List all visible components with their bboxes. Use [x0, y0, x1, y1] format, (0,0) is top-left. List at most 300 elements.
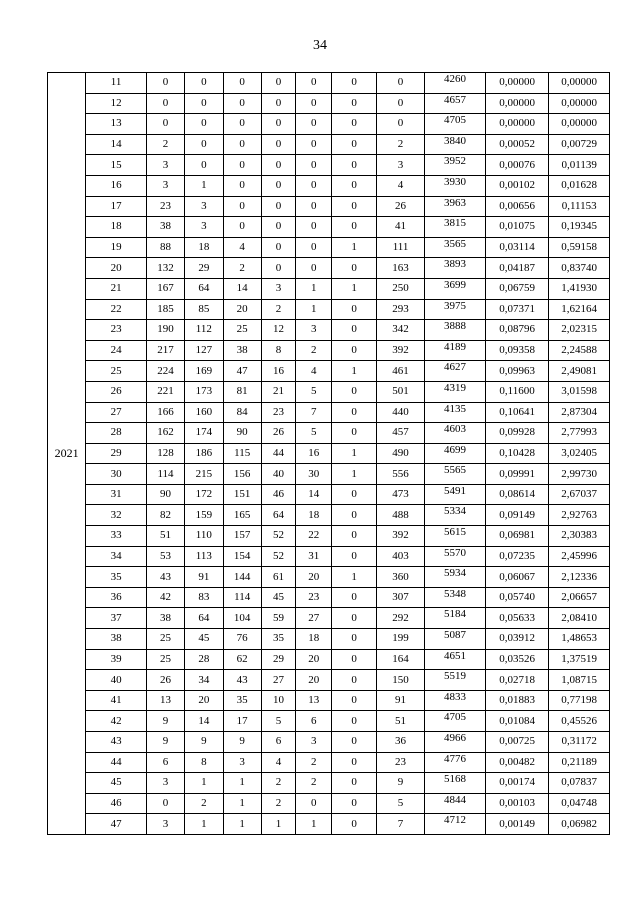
- table-row: [48, 732, 610, 753]
- table-cell: 0,06759: [485, 278, 549, 299]
- table-cell: 3952: [425, 155, 486, 176]
- table-cell: 0,00174: [485, 773, 549, 794]
- table-cell: 3: [223, 752, 261, 773]
- table-cell: 18: [296, 505, 332, 526]
- table-cell: 34: [185, 670, 223, 691]
- table-cell: 0: [223, 93, 261, 114]
- table-cell: 3: [296, 320, 332, 341]
- table-cell: 4319: [425, 381, 486, 402]
- table-cell: 38: [146, 217, 184, 238]
- table-cell: 20: [296, 567, 332, 588]
- table-cell: 0: [332, 73, 376, 94]
- table-cell: 35: [261, 629, 295, 650]
- table-row: [48, 73, 610, 94]
- table-cell: 5168: [425, 773, 486, 794]
- table-cell: 0,00052: [485, 134, 549, 155]
- table-cell: 11: [86, 73, 147, 94]
- table-cell: 128: [146, 443, 184, 464]
- table-row: [48, 423, 610, 444]
- table-cell: 151: [223, 484, 261, 505]
- table-cell: 0,07837: [549, 773, 610, 794]
- table-cell: 22: [296, 526, 332, 547]
- table-cell: 26: [86, 381, 147, 402]
- table-cell: 24: [86, 340, 147, 361]
- table-cell: 0,09928: [485, 423, 549, 444]
- table-cell: 12: [261, 320, 295, 341]
- table-cell: 0: [332, 258, 376, 279]
- table-cell: 0: [223, 73, 261, 94]
- table-row: [48, 670, 610, 691]
- table-cell: 0: [296, 258, 332, 279]
- table-cell: 38: [146, 608, 184, 629]
- table-cell: 76: [223, 629, 261, 650]
- table-cell: 3: [376, 155, 424, 176]
- table-cell: 0: [146, 114, 184, 135]
- table-cell: 1,37519: [549, 649, 610, 670]
- table-cell: 4: [261, 752, 295, 773]
- table-cell: 159: [185, 505, 223, 526]
- table-cell: 0: [332, 340, 376, 361]
- table-cell: 3: [296, 732, 332, 753]
- table-cell: 64: [185, 278, 223, 299]
- table-cell: 5491: [425, 484, 486, 505]
- table-cell: 2: [146, 134, 184, 155]
- table-cell: 23: [261, 402, 295, 423]
- table-cell: 1: [332, 237, 376, 258]
- table-cell: 25: [146, 649, 184, 670]
- table-cell: 2,45996: [549, 546, 610, 567]
- table-cell: 0,07371: [485, 299, 549, 320]
- table-cell: 0: [146, 793, 184, 814]
- table-cell: 25: [86, 361, 147, 382]
- table-cell: 1: [332, 361, 376, 382]
- table-cell: 164: [376, 649, 424, 670]
- table-cell: 0,06067: [485, 567, 549, 588]
- table-cell: 0,05633: [485, 608, 549, 629]
- table-row: [48, 340, 610, 361]
- table-cell: 0,00000: [549, 73, 610, 94]
- table-cell: 0: [296, 73, 332, 94]
- table-cell: 47: [86, 814, 147, 835]
- table-cell: 0: [332, 670, 376, 691]
- table-cell: 0,21189: [549, 752, 610, 773]
- table-cell: 15: [86, 155, 147, 176]
- table-cell: 0,09149: [485, 505, 549, 526]
- table-cell: 0,01139: [549, 155, 610, 176]
- table-cell: 13: [86, 114, 147, 135]
- table-row: [48, 217, 610, 238]
- table-cell: 13: [296, 690, 332, 711]
- table-cell: 23: [296, 587, 332, 608]
- table-cell: 0,11153: [549, 196, 610, 217]
- table-cell: 32: [86, 505, 147, 526]
- table-cell: 110: [185, 526, 223, 547]
- table-cell: 21: [86, 278, 147, 299]
- table-row: [48, 258, 610, 279]
- table-cell: 36: [86, 587, 147, 608]
- table-row: [48, 711, 610, 732]
- table-cell: 0: [332, 175, 376, 196]
- table-cell: 23: [146, 196, 184, 217]
- table-cell: 0: [261, 258, 295, 279]
- table-cell: 0: [296, 793, 332, 814]
- table-cell: 3888: [425, 320, 486, 341]
- table-cell: 1: [223, 793, 261, 814]
- table-cell: 4: [296, 361, 332, 382]
- table-cell: 47: [223, 361, 261, 382]
- table-cell: 1: [261, 814, 295, 835]
- table-cell: 186: [185, 443, 223, 464]
- table-cell: 172: [185, 484, 223, 505]
- table-cell: 160: [185, 402, 223, 423]
- table-cell: 2: [376, 134, 424, 155]
- table-cell: 165: [223, 505, 261, 526]
- table-cell: 16: [296, 443, 332, 464]
- table-cell: 156: [223, 464, 261, 485]
- table-cell: 1: [185, 814, 223, 835]
- table-cell: 0: [376, 73, 424, 94]
- table-row: [48, 505, 610, 526]
- table-cell: 166: [146, 402, 184, 423]
- table-row: [48, 237, 610, 258]
- table-cell: 3975: [425, 299, 486, 320]
- table-cell: 23: [86, 320, 147, 341]
- table-cell: 64: [185, 608, 223, 629]
- table-cell: 0: [296, 175, 332, 196]
- table-cell: 4712: [425, 814, 486, 835]
- table-cell: 29: [185, 258, 223, 279]
- table-cell: 250: [376, 278, 424, 299]
- table-cell: 4: [223, 237, 261, 258]
- table-cell: 111: [376, 237, 424, 258]
- table-cell: 2,12336: [549, 567, 610, 588]
- table-cell: 2: [261, 299, 295, 320]
- table-cell: 3699: [425, 278, 486, 299]
- table-cell: 2: [261, 793, 295, 814]
- table-row: [48, 93, 610, 114]
- table-cell: 46: [261, 484, 295, 505]
- table-cell: 25: [146, 629, 184, 650]
- table-cell: 4966: [425, 732, 486, 753]
- table-cell: 1: [296, 278, 332, 299]
- table-cell: 29: [261, 649, 295, 670]
- table-cell: 0,19345: [549, 217, 610, 238]
- table-cell: 440: [376, 402, 424, 423]
- table-cell: 0: [332, 793, 376, 814]
- table-cell: 0,04748: [549, 793, 610, 814]
- table-cell: 4603: [425, 423, 486, 444]
- table-cell: 0,00000: [485, 93, 549, 114]
- table-cell: 91: [376, 690, 424, 711]
- table-cell: 6: [296, 711, 332, 732]
- table-cell: 46: [86, 793, 147, 814]
- table-cell: 14: [86, 134, 147, 155]
- table-cell: 29: [86, 443, 147, 464]
- table-cell: 0: [332, 546, 376, 567]
- table-cell: 90: [146, 484, 184, 505]
- table-cell: 0: [332, 196, 376, 217]
- table-cell: 5348: [425, 587, 486, 608]
- table-row: [48, 299, 610, 320]
- table-cell: 4844: [425, 793, 486, 814]
- table-cell: 5565: [425, 464, 486, 485]
- table-cell: 342: [376, 320, 424, 341]
- table-cell: 0: [332, 773, 376, 794]
- table-cell: 88: [146, 237, 184, 258]
- table-cell: 2,99730: [549, 464, 610, 485]
- table-cell: 0: [223, 217, 261, 238]
- table-cell: 9: [376, 773, 424, 794]
- table-cell: 1: [223, 773, 261, 794]
- table-cell: 3815: [425, 217, 486, 238]
- table-cell: 0,08614: [485, 484, 549, 505]
- table-cell: 0: [296, 114, 332, 135]
- table-cell: 501: [376, 381, 424, 402]
- table-cell: 104: [223, 608, 261, 629]
- table-cell: 292: [376, 608, 424, 629]
- table-cell: 461: [376, 361, 424, 382]
- table-cell: 2: [296, 340, 332, 361]
- table-cell: 31: [86, 484, 147, 505]
- table-cell: 157: [223, 526, 261, 547]
- table-cell: 0: [332, 587, 376, 608]
- table-cell: 4699: [425, 443, 486, 464]
- table-row: [48, 814, 610, 835]
- table-cell: 0,01883: [485, 690, 549, 711]
- table-cell: 7: [376, 814, 424, 835]
- table-cell: 0: [261, 114, 295, 135]
- table-row: [48, 773, 610, 794]
- table-cell: 3565: [425, 237, 486, 258]
- table-cell: 0: [185, 73, 223, 94]
- table-cell: 14: [296, 484, 332, 505]
- table-cell: 0: [376, 93, 424, 114]
- table-cell: 2: [261, 773, 295, 794]
- table-cell: 2: [223, 258, 261, 279]
- table-cell: 0: [332, 814, 376, 835]
- table-cell: 3: [146, 773, 184, 794]
- table-cell: 221: [146, 381, 184, 402]
- table-cell: 3: [185, 217, 223, 238]
- table-cell: 45: [185, 629, 223, 650]
- table-cell: 35: [223, 690, 261, 711]
- table-cell: 40: [261, 464, 295, 485]
- table-cell: 3: [146, 814, 184, 835]
- table-cell: 3: [261, 278, 295, 299]
- table-cell: 2,06657: [549, 587, 610, 608]
- table-cell: 23: [376, 752, 424, 773]
- table-cell: 91: [185, 567, 223, 588]
- table-cell: 174: [185, 423, 223, 444]
- table-cell: 0: [223, 114, 261, 135]
- table-cell: 44: [86, 752, 147, 773]
- table-cell: 2,30383: [549, 526, 610, 547]
- table-cell: 1: [185, 175, 223, 196]
- table-cell: 2,49081: [549, 361, 610, 382]
- table-row: [48, 134, 610, 155]
- table-cell: 4135: [425, 402, 486, 423]
- table-cell: 20: [86, 258, 147, 279]
- table-row: [48, 587, 610, 608]
- table-cell: 6: [261, 732, 295, 753]
- table-cell: 39: [86, 649, 147, 670]
- table-cell: 0: [296, 217, 332, 238]
- table-cell: 0,05740: [485, 587, 549, 608]
- table-cell: 114: [146, 464, 184, 485]
- table-cell: 5570: [425, 546, 486, 567]
- table-row: [48, 196, 610, 217]
- table-cell: 17: [86, 196, 147, 217]
- table-cell: 0: [332, 690, 376, 711]
- table-cell: 0: [332, 711, 376, 732]
- table-cell: 51: [146, 526, 184, 547]
- table-cell: 0,06982: [549, 814, 610, 835]
- table-cell: 0: [332, 629, 376, 650]
- table-cell: 0,00000: [485, 114, 549, 135]
- table-cell: 473: [376, 484, 424, 505]
- table-cell: 490: [376, 443, 424, 464]
- table-cell: 185: [146, 299, 184, 320]
- table-cell: 31: [296, 546, 332, 567]
- table-cell: 20: [185, 690, 223, 711]
- table-cell: 0,00103: [485, 793, 549, 814]
- table-cell: 10: [261, 690, 295, 711]
- table-row: [48, 464, 610, 485]
- table-cell: 53: [146, 546, 184, 567]
- table-cell: 18: [185, 237, 223, 258]
- table-cell: 19: [86, 237, 147, 258]
- table-cell: 8: [261, 340, 295, 361]
- table-cell: 34: [86, 546, 147, 567]
- table-cell: 162: [146, 423, 184, 444]
- table-cell: 1: [185, 773, 223, 794]
- table-cell: 114: [223, 587, 261, 608]
- table-cell: 5: [261, 711, 295, 732]
- table-cell: 0: [223, 155, 261, 176]
- table-cell: 0,00076: [485, 155, 549, 176]
- table-cell: 0,31172: [549, 732, 610, 753]
- table-row: [48, 608, 610, 629]
- table-cell: 4705: [425, 711, 486, 732]
- table-row: [48, 629, 610, 650]
- table-cell: 0,07235: [485, 546, 549, 567]
- table-cell: 0,02718: [485, 670, 549, 691]
- table-cell: 0,00000: [549, 93, 610, 114]
- table-cell: 18: [86, 217, 147, 238]
- table-cell: 0: [185, 155, 223, 176]
- table-cell: 0: [261, 134, 295, 155]
- year-cell: 2021: [48, 73, 86, 835]
- table-cell: 16: [86, 175, 147, 196]
- table-cell: 52: [261, 546, 295, 567]
- table-cell: 5: [296, 381, 332, 402]
- table-cell: 0,00000: [485, 73, 549, 94]
- table-cell: 27: [261, 670, 295, 691]
- table-cell: 4657: [425, 93, 486, 114]
- table-cell: 167: [146, 278, 184, 299]
- table-cell: 488: [376, 505, 424, 526]
- table-cell: 0: [332, 299, 376, 320]
- table-cell: 2,02315: [549, 320, 610, 341]
- table-cell: 0: [332, 608, 376, 629]
- table-cell: 5087: [425, 629, 486, 650]
- table-cell: 43: [223, 670, 261, 691]
- table-cell: 0: [332, 505, 376, 526]
- table-cell: 392: [376, 526, 424, 547]
- table-cell: 0: [261, 73, 295, 94]
- table-cell: 0: [261, 217, 295, 238]
- table-cell: 0: [261, 155, 295, 176]
- table-cell: 43: [146, 567, 184, 588]
- table-cell: 127: [185, 340, 223, 361]
- table-cell: 360: [376, 567, 424, 588]
- table-row: [48, 443, 610, 464]
- table-cell: 13: [146, 690, 184, 711]
- table-cell: 0,09358: [485, 340, 549, 361]
- table-cell: 0,00000: [549, 114, 610, 135]
- table-cell: 12: [86, 93, 147, 114]
- table-cell: 1: [332, 443, 376, 464]
- table-cell: 17: [223, 711, 261, 732]
- table-cell: 3: [146, 175, 184, 196]
- table-cell: 3930: [425, 175, 486, 196]
- table-row: [48, 114, 610, 135]
- table-cell: 0: [332, 381, 376, 402]
- table-cell: 0: [261, 93, 295, 114]
- table-cell: 14: [223, 278, 261, 299]
- table-cell: 0: [332, 732, 376, 753]
- table-cell: 0: [261, 196, 295, 217]
- table-cell: 3893: [425, 258, 486, 279]
- table-cell: 0,04187: [485, 258, 549, 279]
- table-cell: 0,10428: [485, 443, 549, 464]
- table-cell: 2,67037: [549, 484, 610, 505]
- table-cell: 392: [376, 340, 424, 361]
- table-cell: 1: [296, 814, 332, 835]
- table-cell: 3,01598: [549, 381, 610, 402]
- table-cell: 403: [376, 546, 424, 567]
- table-cell: 4189: [425, 340, 486, 361]
- table-cell: 26: [261, 423, 295, 444]
- table-cell: 307: [376, 587, 424, 608]
- table-cell: 0: [376, 114, 424, 135]
- table-cell: 0: [332, 155, 376, 176]
- table-cell: 38: [86, 629, 147, 650]
- table-cell: 0,00725: [485, 732, 549, 753]
- table-cell: 0: [332, 649, 376, 670]
- table-cell: 2,08410: [549, 608, 610, 629]
- table-cell: 25: [223, 320, 261, 341]
- table-cell: 1,48653: [549, 629, 610, 650]
- table-cell: 3,02405: [549, 443, 610, 464]
- table-cell: 5519: [425, 670, 486, 691]
- table-cell: 0,45526: [549, 711, 610, 732]
- table-cell: 85: [185, 299, 223, 320]
- table-cell: 1,62164: [549, 299, 610, 320]
- table-cell: 40: [86, 670, 147, 691]
- table-cell: 9: [223, 732, 261, 753]
- table-cell: 37: [86, 608, 147, 629]
- table-cell: 1: [332, 278, 376, 299]
- table-cell: 6: [146, 752, 184, 773]
- table-cell: 26: [146, 670, 184, 691]
- table-cell: 3963: [425, 196, 486, 217]
- table-cell: 293: [376, 299, 424, 320]
- table-cell: 0: [332, 526, 376, 547]
- table-cell: 42: [86, 711, 147, 732]
- table-cell: 1,08715: [549, 670, 610, 691]
- table-cell: 0: [296, 93, 332, 114]
